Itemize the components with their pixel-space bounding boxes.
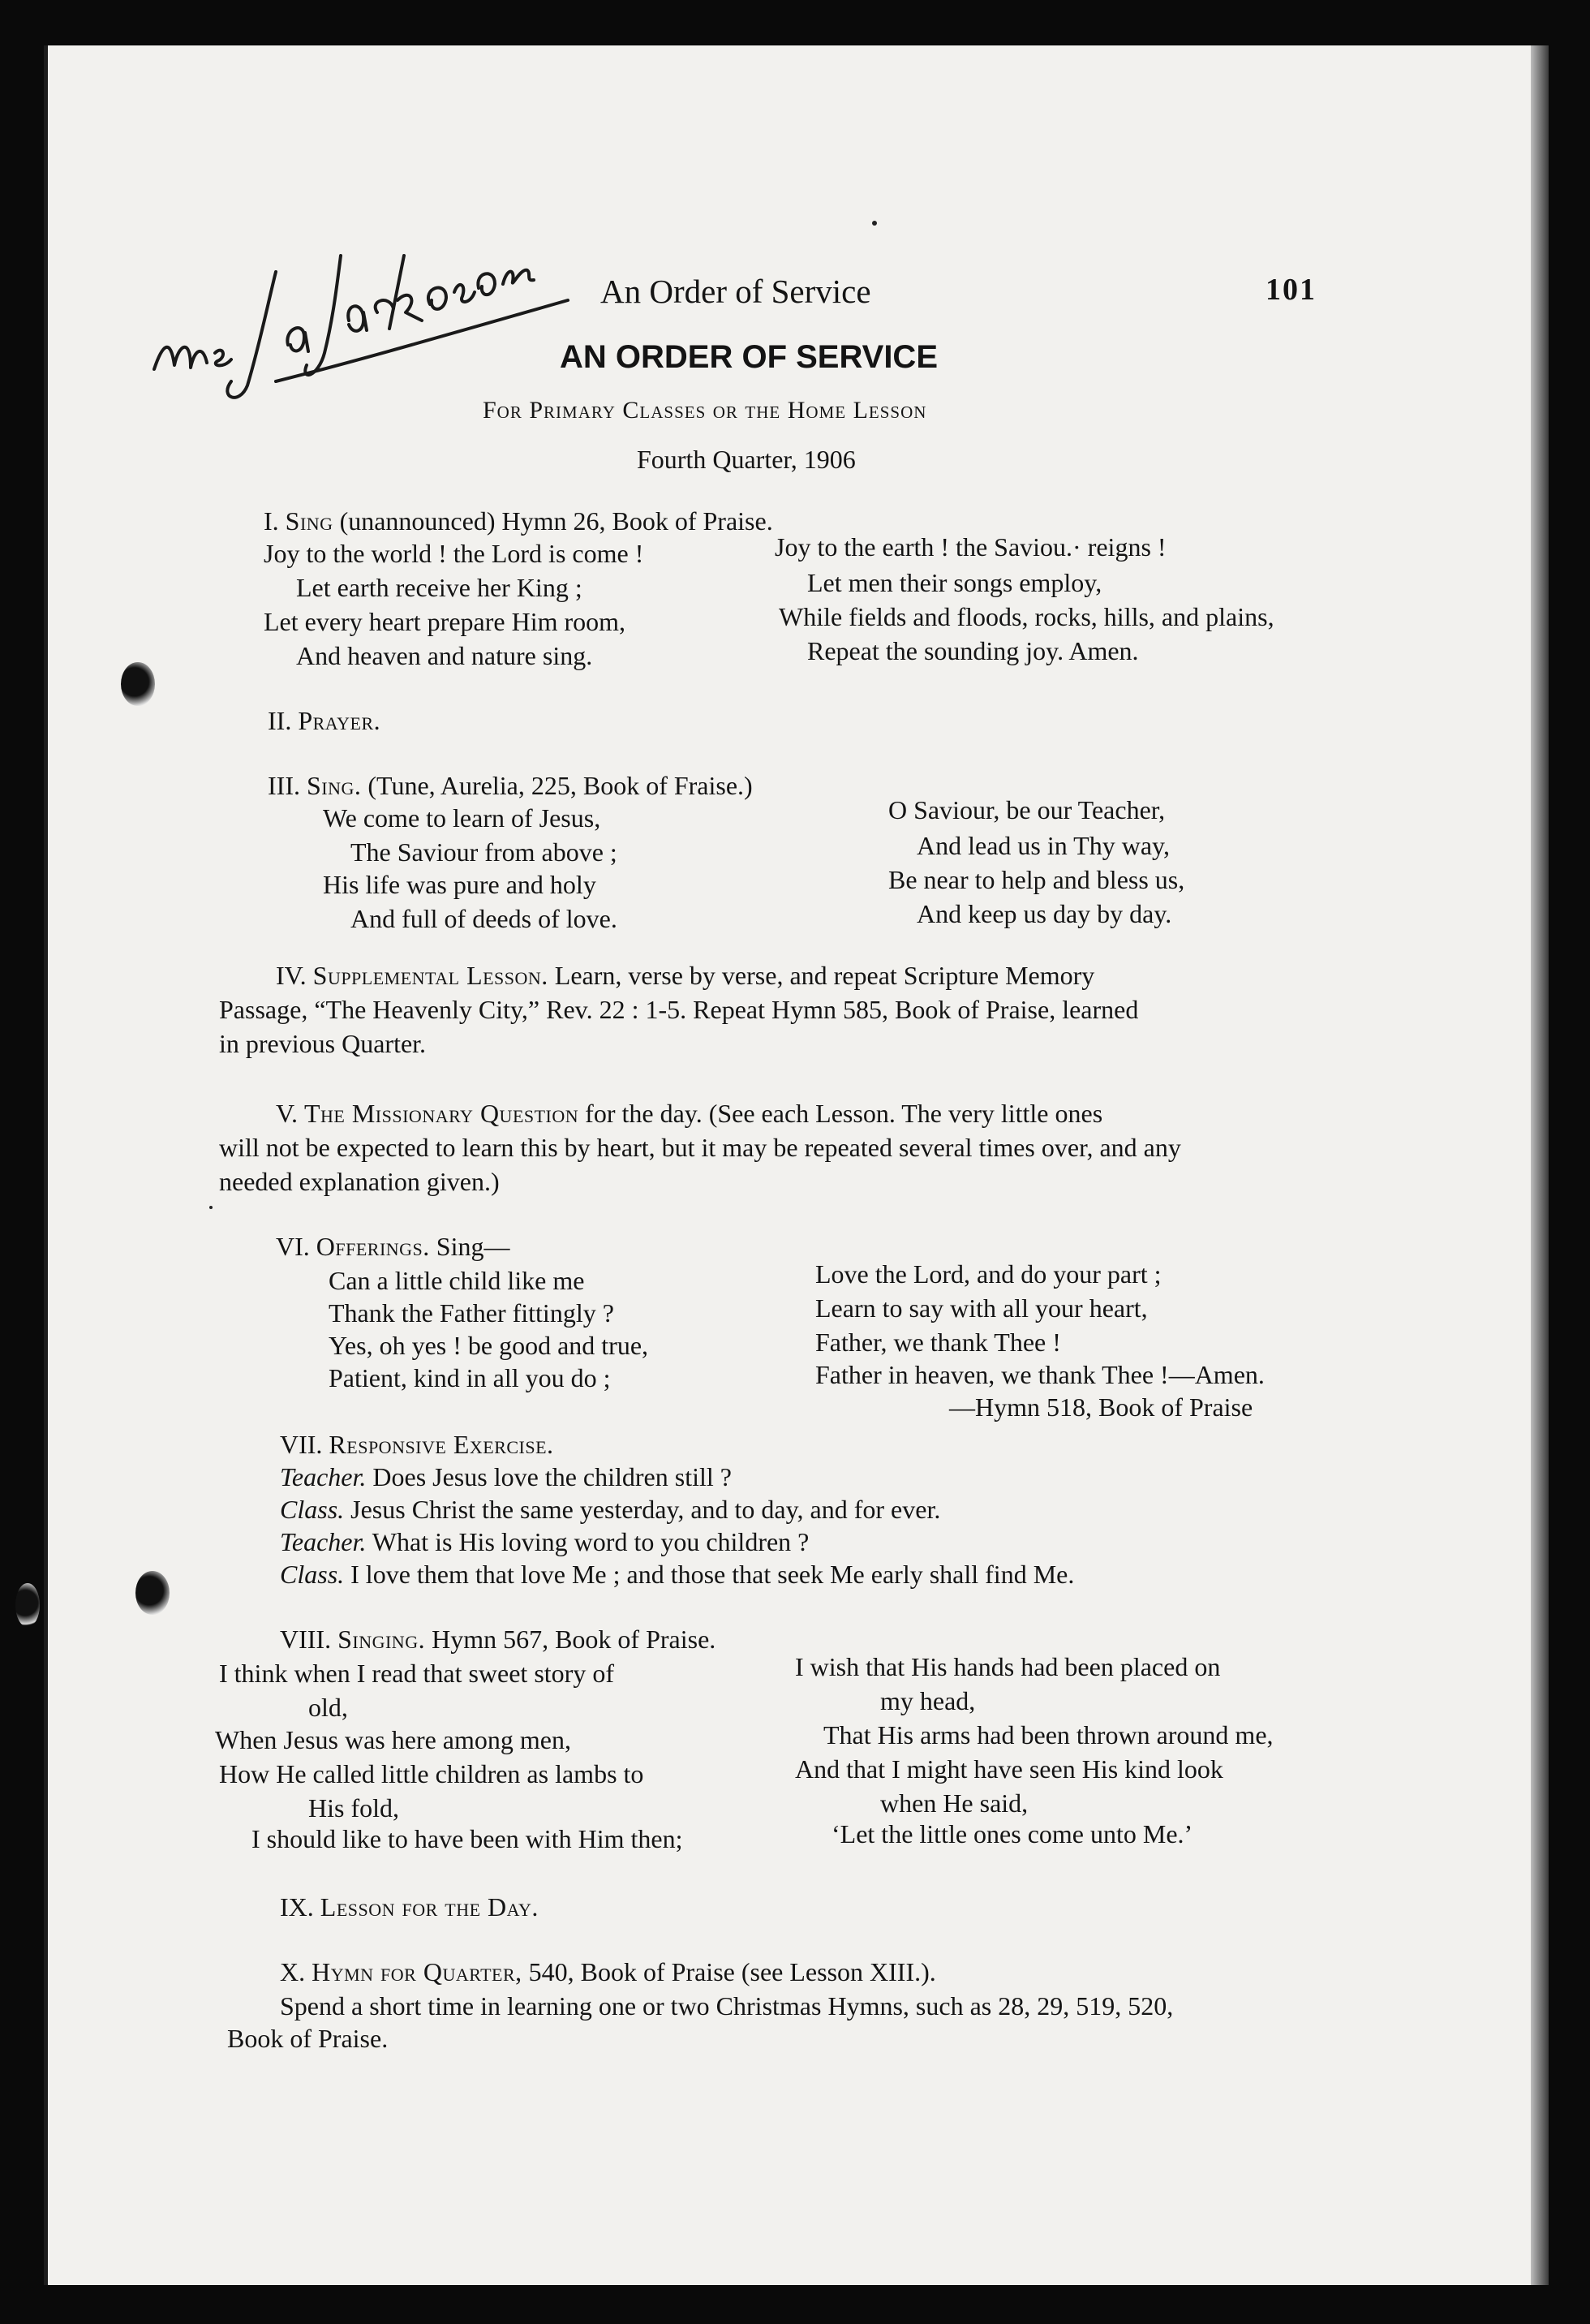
section-10-line: Spend a short time in learning one or two Christmas Hymns, such as 28, 29, 519, 520, (280, 1991, 1174, 2021)
page-number: 101 (1266, 273, 1317, 307)
verse-line: Father in heaven, we thank Thee !—Amen. (815, 1360, 1265, 1389)
section-1-heading: I. Sing (unannounced) Hymn 26, Book of Praise. (264, 506, 773, 536)
verse-line: His life was pure and holy (323, 870, 596, 899)
ink-speck (209, 1206, 213, 1209)
verse-line: Love the Lord, and do your part ; (815, 1259, 1162, 1289)
section-3-heading: III. Sing. (Tune, Aurelia, 225, Book of Fraise.) (268, 771, 753, 800)
ink-speck (872, 221, 877, 226)
verse-line: And heaven and nature sing. (296, 641, 593, 670)
responsive-line: Class. I love them that love Me ; and those that seek Me early shall find Me. (280, 1560, 1075, 1589)
page-title: AN ORDER OF SERVICE (560, 339, 938, 375)
verse-line: my head, (880, 1686, 976, 1715)
verse-line: ‘Let the little ones come unto Me.’ (832, 1819, 1193, 1848)
section-7-heading: VII. Responsive Exercise. (280, 1430, 554, 1459)
section-8-heading: VIII. Singing. Hymn 567, Book of Praise. (280, 1625, 716, 1654)
verse-line: Be near to help and bless us, (888, 865, 1185, 894)
verse-line: When Jesus was here among men, (215, 1725, 571, 1754)
verse-line: Let earth receive her King ; (296, 573, 582, 602)
verse-line: While fields and floods, rocks, hills, and plains, (779, 602, 1274, 631)
section-10-line: X. Hymn for Quarter, 540, Book of Praise (see Lesson XIII.). (280, 1957, 936, 1986)
binder-hole-bottom (135, 1571, 170, 1615)
verse-line: Let men their songs employ, (807, 568, 1102, 597)
verse-line: Joy to the world ! the Lord is come ! (264, 539, 644, 568)
verse-line: His fold, (308, 1793, 399, 1823)
verse-line: And keep us day by day. (917, 899, 1172, 928)
verse-line: O Saviour, be our Teacher, (888, 795, 1166, 824)
responsive-line: Teacher. What is His loving word to you children ? (280, 1527, 810, 1556)
responsive-line: Teacher. Does Jesus love the children still ? (280, 1462, 732, 1491)
verse-line: And full of deeds of love. (350, 904, 617, 933)
verse-line: Let every heart prepare Him room, (264, 607, 626, 636)
verse-line: And that I might have seen His kind look (795, 1754, 1223, 1784)
page-subtitle: For Primary Classes or the Home Lesson (483, 397, 927, 424)
section-5-line: needed explanation given.) (219, 1167, 500, 1196)
section-5-line: V. The Missionary Question for the day. (See each Lesson. The very little ones (276, 1099, 1103, 1128)
section-2-heading: II. Prayer. (268, 706, 381, 735)
section-10-line: Book of Praise. (227, 2024, 389, 2053)
verse-line: when He said, (880, 1788, 1029, 1818)
verse-line: Father, we thank Thee ! (815, 1328, 1061, 1357)
verse-line: Can a little child like me (329, 1266, 585, 1295)
binder-hole-edge (15, 1583, 40, 1627)
verse-line: The Saviour from above ; (350, 837, 617, 867)
verse-line: I should like to have been with Him then; (251, 1824, 683, 1853)
binder-hole-top (121, 662, 155, 706)
page-edge-shadow (1531, 45, 1549, 2285)
verse-line: Learn to say with all your heart, (815, 1293, 1148, 1323)
section-4-line: IV. Supplemental Lesson. Learn, verse by verse, and repeat Scripture Memory (276, 961, 1095, 990)
verse-line: Patient, kind in all you do ; (329, 1363, 611, 1392)
verse-line: Thank the Father fittingly ? (329, 1298, 614, 1328)
section-5-line: will not be expected to learn this by heart, but it may be repeated several times over, and any (219, 1133, 1181, 1162)
verse-line: Repeat the sounding joy. Amen. (807, 636, 1139, 665)
verse-line: old, (308, 1693, 348, 1722)
verse-line: We come to learn of Jesus, (323, 803, 601, 833)
verse-line: I wish that His hands had been placed on (795, 1652, 1221, 1681)
hymn-attribution: —Hymn 518, Book of Praise (949, 1392, 1253, 1422)
running-title: An Order of Service (600, 273, 871, 310)
verse-line: I think when I read that sweet story of (219, 1659, 614, 1688)
section-9-heading: IX. Lesson for the Day. (280, 1892, 539, 1922)
handwritten-signature (146, 223, 584, 410)
section-4-line: Passage, “The Heavenly City,” Rev. 22 : 1-5. Repeat Hymn 585, Book of Praise, learned (219, 995, 1139, 1024)
responsive-line: Class. Jesus Christ the same yesterday, and to day, and for ever. (280, 1495, 941, 1524)
section-4-line: in previous Quarter. (219, 1029, 427, 1058)
verse-line: How He called little children as lambs to (219, 1759, 644, 1788)
verse-line: Joy to the earth ! the Saviou.· reigns ! (775, 532, 1167, 562)
section-6-heading: VI. Offerings. Sing— (276, 1232, 510, 1261)
verse-line: Yes, oh yes ! be good and true, (329, 1331, 649, 1360)
verse-line: And lead us in Thy way, (917, 831, 1170, 860)
quarter-label: Fourth Quarter, 1906 (637, 445, 856, 474)
verse-line: That His arms had been thrown around me, (823, 1720, 1274, 1749)
